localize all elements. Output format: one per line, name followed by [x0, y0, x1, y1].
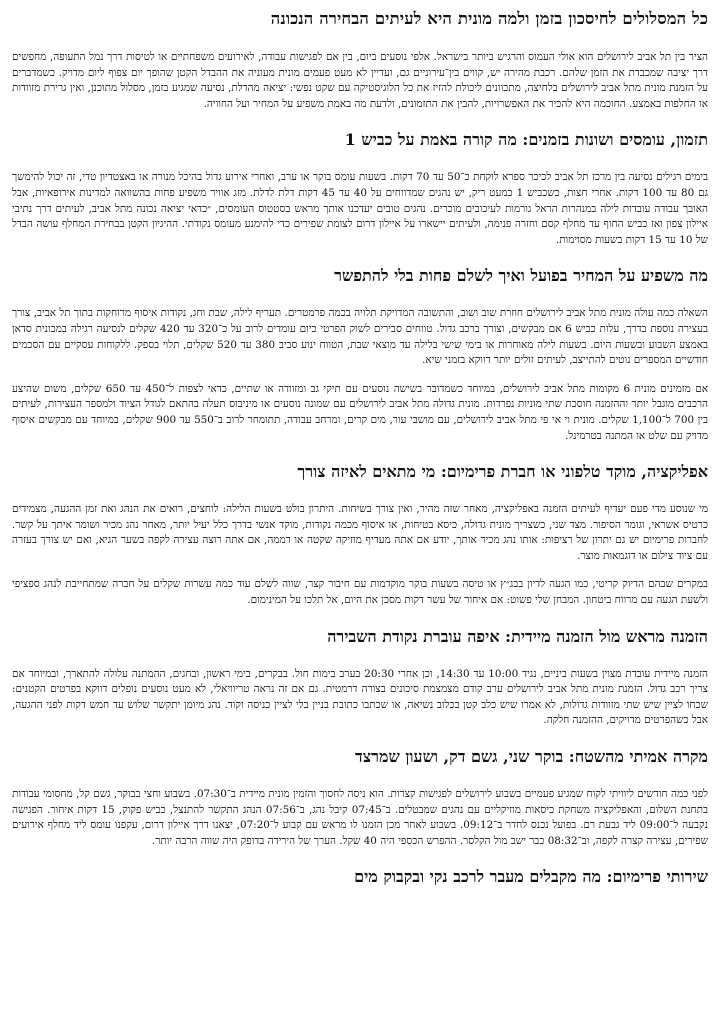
section-paragraph: אם מזמינים מונית 6 מקומות מתל אביב לירושלים, במיוחד כשמדובר בשישה נוסעים עם תיקי גב ומזוודה או שתיים, כדאי לצפות ל־450 עד 650 שקלים, משום שהיצע הרכבים מוגבל יותר וההזמנה חוסכת שתי מוניות נפרדות. מונית גדולה מתל אביב לירושלים עם שמונה נוסעים או מיניבוס תעלה בהתאם לגודל הציוד ולמספר העצירות, לעיתים בין 700 ל־1,100 שקלים. מונית וי אי פי מתל אביב לירושלים, עם מושבי עור, מים קרים, ומרחב עבודה, תתומחר לרוב ב־550 עד 900 שקלים, במיוחד עם מבקשים איסוף מדויק עם שלט או המתנה בטרמינל. [12, 382, 709, 442]
section-traffic-timing [12, 129, 708, 248]
section-heading: הזמנה מראש מול הזמנה מיידית: איפה עוברת נקודת השבירה [327, 626, 708, 646]
section-paragraph: לפני כמה חודשים ליוויתי לקוח שמגיע פעמיים בשבוע לירושלים לפגישות קצרות. הוא ניסה לחסוך והזמין מונית מיידית ב־07:30. בשבוע וחצי בבוקר, גשם קל, מחסומי עבודות בתחנת השלום, והאפליקציה משחקת כיסאות מוזיקליים עם נהגים שמבטלים. ב־07:45 קיבל נהג, ב־07:56 הנהג התקשר להתנצל, כביש פקוק, 15 דקות איחור. הפגישה נקבעה ל־09:00 ליד גבעת רם. בפועל נכנס לחדר ב־09:12. בשבוע לאחר מכן הזמנו לו מראש עם קבוע ל־07:20, יצאנו דרך איילון דרום, עקפנו עומס ליד מחלף אירועים שפירים, עצירה קצרה לקפה, וב־08:32 כבר ישב מול הקלסר. ההפרש הכספי היה 40 שקל. הערך של הירידה בדופק היה שווה הרבה יותר. [12, 788, 708, 847]
section-paragraph: השאלה כמה עולה מונית מתל אביב לירושלים חוזרת שוב ושוב, והתשובה המדויקת תלויה בכמה פרמטרים. תעריף לילה, שבת וחג, נקודות איסוף מרוחקות בתוך תל אביב, צורך בעצירה נוספת בדרך, עלות כביש 6 אם מבקשים, וצורך ברכב גדול. טווחים סבירים לשוק הפרטי כיום עומדים לרוב על כ־320 עד 420 שקלים לנסיעה רגילה במכונית סדאן באמצע השבוע ובשעות היום. בשעות לילה מאוחרות או בימי שישי בלילה עד מוצאי שבת, הטווח ינוע סביב 380 עד 520 שקלים, תלוי בספק. ללקוחות עסקיים עם הסכמים חודשיים המספרים נוטים להתייצב, לעיתים זולים יותר דווקא בזמני שיא. [12, 307, 708, 367]
section-paragraph: מי שנוסע מדי פעם יעדיף לעיתים הזמנה באפליקציה, מאחר שזה מהיר, ואין צורך בשיחות. היתרון בולט בשעות הלילה: לוחצים, רואים את הנהג ואת זמן ההגעה, מצמידים כרטיס אשראי, וגומר הסיפור. מצד שני, כשצריך מונית גדולה, כיסא בטיחות, או איסוף מכמה נקודות, מוקד אנשי בדרך כלל יעיל יותר, מאחר נהג מכיר ושומר איתך על קשר. לחברות פרימיום יש גם יתרון של רציפות: אותו נהג מכיר אותך, יודע אם אתה מעדיף מוזיקה שקטה או דממה, אם אתה רוצה עצירה לקפה בשער הגיא, ואם יש צורך בעזרה עם ציוד צילום או דוגמאות מוצר. [12, 503, 708, 562]
section-heading: מה משפיע על המחיר בפועל ואיך לשלם פחות בלי להתפשר [334, 266, 708, 286]
section-paragraph: הזמנה מיידית עובדת מצוין בשעות ביניים, נגיד 10:00 עד 14:30, וכן אחרי 20:30 בערב בימות חול. בבקרים, בימי ראשון, ובחגים, ההמתנה עלולה להתארך, ובמיוחד אם צריך רכב גדול. הזמנת מונית מתל אביב לירושלים ערב קודם מצמצמת סיכונים בצורה דרמטית. גם אם זה נראה טריוויאלי, לא מעט נוסעים נופלים דווקא בפרטים הקטנים: שכחו לציין שיש שתי מזוודות גדולות, לא אמרו שיש כלב קטן בכלוב נשיאה, או שכתבו כתובת בניין בלי לציין כניסה וקוד. נהג מיומן יתקשר שלוש עד חמש דקות לפני ההגעה, אבל כשהפרטים מדויקים, ההזמנה חלקה. [12, 667, 709, 727]
section-paragraph: במקרים שבהם הדיוק קריטי, כמו הגעה לדיון בבג״ץ או טיסה בשעות בוקר מוקדמות עם חיבור קצר, שווה לשלם עוד כמה עשרות שקלים על חברה שמתחייבת לנהג ספציפי ולשעת הגעה עם מרווח ביטחון. המבחן שלי פשוט: אם איחור של עשר דקות מסכן את היום, אל תלכו על המינימום. [12, 578, 708, 607]
section-heading: תזמון, עומסים ושונות בזמנים: מה קורה באמת על כביש 1 [344, 130, 708, 150]
section-heading: שירותי פרימיום: מה מקבלים מעבר לרכב נקי ובקבוק מים [354, 867, 708, 887]
section-paragraph: בימים רגילים נסיעה בין מרכז תל אביב לכיכר ספרא לוקחת כ־50 עד 70 דקות. בשעות עומס בוקר או ערב, ואחרי אירוע גדול בהיכל מנורה או באצטדיון טדי, זה יכול להימשך גם 80 עד 100 דקות. אחרי חצות, כשכביש 1 כמעט ריק, יש נהגים שמדווחים על 40 עד 45 דקות דלת לדלת. מזג אוויר משפיע פחות בהשוואה למדינות אירופאיות, אבל האובך עבודה עובדות לילה במנהרות הראל גורמות לעיכובים מוכרים. נהגים טובים יעדכנו אותך מראש בסטטוס העומסים, ״כדאי יציאה נכונה מתל אביב, לעיתים דרך נתיבי איילון צפון ואז כביש החוף עד מחלף קסם וחזרה פנימה, ולעיתים יישארו על איילון דרום לצומת שפירים כדי להימנע מעומס נקודתי. ההיגיון הקטן בבחירת המחלף עושה הבדל של 10 עד 15 דקות בשעות מסוימות. [12, 171, 709, 246]
section-advance-vs-immediate [12, 626, 708, 729]
section-price-factors [12, 265, 708, 444]
section-premium-services [12, 866, 708, 888]
intro-paragraph: הציר בין תל אביב לירושלים הוא אולי העמוס והרגיש ביותר בישראל. אלפי נוסעים ביום, בין אם לפגישות עבודה, לאירועים משפחתיים או לטיסות דרך נמל התעופה, מחפשים דרך יציבה שמכבדת את הזמן שלהם. רכבת מהירה יש, קווים בין־עירוניים גם, ועדיין לא מעט פעמים מונית מעוניה את ההבדל הקטן שהופך יום צפוף ליום מדויק. כשמדברים על הזמנת מונית מתל אביב לירושלים בלחיצה, מתכוונים ליכולת להזיז את כל הלוגיסטיקה עם שקט נפשי: יציאה מהדלת, נסיעה שמגיע בזמן, מסלול מתוכנן, ואין גרירת מזוודות או החלפות באמצע. החוכמה היא להכיר את האפשרויות, להבין את התזמונים, ולדעת מה באמת משפיע על המחיר ועל החוויה. [12, 51, 708, 110]
article-title: כל המסלולים לחיסכון בזמן ולמה מונית היא לעיתים הבחירה הנכונה [270, 9, 708, 28]
section-booking-channels [12, 461, 708, 609]
section-heading: מקרה אמיתי מהשטח: בוקר שני, גשם דק, ושעון שמרצד [355, 747, 708, 767]
section-heading: אפליקציה, מוקד טלפוני או חברת פרימיום: מי מתאים לאיזה צורך [297, 462, 708, 482]
section-field-case [12, 746, 708, 849]
